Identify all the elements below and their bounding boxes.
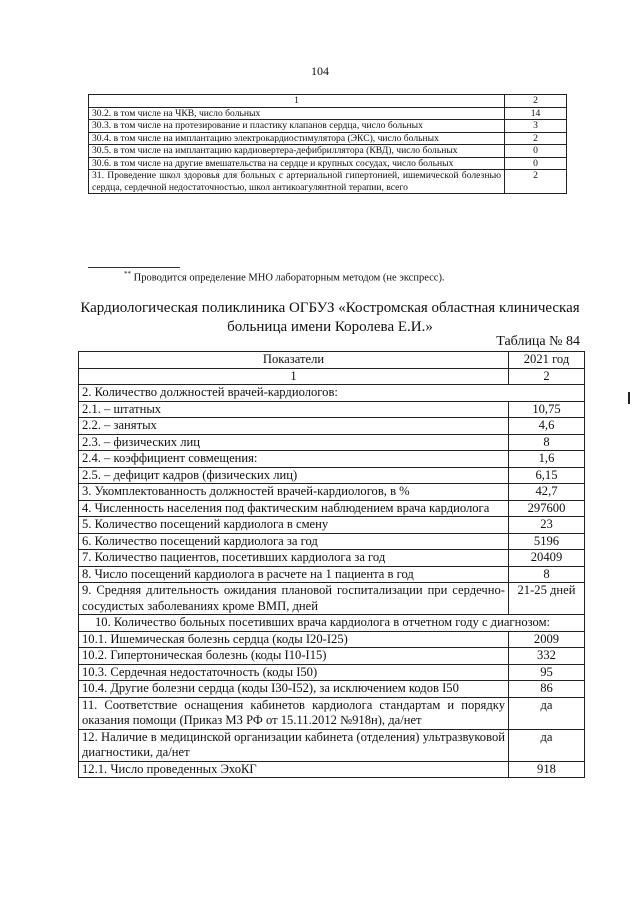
row-label: 12.1. Число проведенных ЭхоКГ bbox=[79, 761, 509, 778]
row-value: да bbox=[509, 697, 585, 729]
table-row bbox=[79, 500, 585, 517]
table-row bbox=[79, 761, 585, 778]
row-value: 1,6 bbox=[509, 451, 585, 468]
row-label: 5. Количество посещений кардиолога в смену bbox=[79, 517, 509, 534]
row-label: 12. Наличие в медицинской организации кабинета (отделения) ультразвуковой диагностики, да/нет bbox=[79, 729, 509, 761]
row-value: 6,15 bbox=[509, 467, 585, 484]
row-label: 2.3. – физических лиц bbox=[79, 434, 509, 451]
row-label: 30.5. в том числе на имплантацию кардиовертера-дефибриллятора (КВД), число больных bbox=[89, 145, 505, 158]
row-label: 3. Укомплектованность должностей врачей-кардиологов, в % bbox=[79, 484, 509, 501]
row-label: 30.2. в том числе на ЧКВ, число больных bbox=[89, 107, 505, 120]
row-value: 21-25 дней bbox=[509, 583, 585, 615]
row-label: 30.6. в том числе на другие вмешательства на сердце и крупных сосудах, число больных bbox=[89, 157, 505, 170]
row-label: 2.1. – штатных bbox=[79, 401, 509, 418]
row-label: 9. Средняя длительность ожидания плановой госпитализации при сердечно-сосудистых заболеваниях кроме ВМП, дней bbox=[79, 583, 509, 615]
section-title: Кардиологическая поликлиника ОГБУЗ «Костромская областная клиническая больница имени Королева Е.И.» bbox=[80, 300, 580, 335]
table-row bbox=[79, 451, 585, 468]
row-label: 10.2. Гипертоническая болезнь (коды I10-I15) bbox=[79, 648, 509, 665]
row-label: 10.3. Сердечная недостаточность (коды I50) bbox=[79, 664, 509, 681]
col-number: 1 bbox=[79, 368, 509, 385]
row-label: 11. Соответствие оснащения кабинетов кардиолога стандартам и порядку оказания помощи (Приказ МЗ РФ от 15.11.2012 №918н), да/нет bbox=[79, 697, 509, 729]
row-value: 14 bbox=[505, 107, 567, 120]
table-row bbox=[79, 517, 585, 534]
table-row bbox=[79, 729, 585, 761]
span-row-label: 10. Количество больных посетивших врача кардиолога в отчетном году с диагнозом: bbox=[79, 615, 585, 632]
table-row bbox=[79, 664, 585, 681]
row-value: 0 bbox=[505, 145, 567, 158]
scan-edge-mark bbox=[628, 392, 630, 404]
row-value: 918 bbox=[509, 761, 585, 778]
row-value: да bbox=[509, 729, 585, 761]
table-row bbox=[79, 697, 585, 729]
col-header: 2 bbox=[505, 95, 567, 108]
table-row bbox=[89, 107, 567, 120]
table-row bbox=[79, 533, 585, 550]
row-label: 30.4. в том числе на имплантацию электрокардиостимулятора (ЭКС), число больных bbox=[89, 132, 505, 145]
row-value: 2009 bbox=[509, 631, 585, 648]
table-row bbox=[89, 132, 567, 145]
row-value: 5196 bbox=[509, 533, 585, 550]
indicators-group-b bbox=[79, 631, 585, 778]
section-row-label: 2. Количество должностей врачей-кардиологов: bbox=[79, 385, 585, 402]
span-row bbox=[79, 615, 585, 632]
footnote-divider bbox=[88, 267, 180, 268]
indicators-group-a bbox=[79, 401, 585, 615]
col-header: 1 bbox=[89, 95, 505, 108]
row-label: 2.5. – дефицит кадров (физических лиц) bbox=[79, 467, 509, 484]
row-label: 30.3. в том числе на протезирование и пластику клапанов сердца, число больных bbox=[89, 120, 505, 133]
continued-table bbox=[88, 94, 567, 194]
row-value: 297600 bbox=[509, 500, 585, 517]
row-value: 4,6 bbox=[509, 418, 585, 435]
indicators-table bbox=[78, 351, 585, 778]
row-value: 10,75 bbox=[509, 401, 585, 418]
continued-table-body bbox=[89, 107, 567, 194]
row-value: 23 bbox=[509, 517, 585, 534]
footnote-marker: ** bbox=[124, 270, 131, 278]
table-row bbox=[89, 157, 567, 170]
row-label: 8. Число посещений кардиолога в расчете на 1 пациента в год bbox=[79, 566, 509, 583]
row-value: 20409 bbox=[509, 550, 585, 567]
table-row bbox=[79, 550, 585, 567]
col-header-indicators: Показатели bbox=[79, 352, 509, 369]
table-row bbox=[79, 434, 585, 451]
row-value: 95 bbox=[509, 664, 585, 681]
table-row bbox=[79, 631, 585, 648]
table-row bbox=[79, 418, 585, 435]
table-row bbox=[79, 648, 585, 665]
row-value: 2 bbox=[505, 170, 567, 194]
table-row bbox=[89, 120, 567, 133]
row-label: 10.4. Другие болезни сердца (коды I30-I52), за исключением кодов I50 bbox=[79, 681, 509, 698]
table-header-row bbox=[89, 95, 567, 108]
row-value: 2 bbox=[505, 132, 567, 145]
col-number: 2 bbox=[509, 368, 585, 385]
row-label: 7. Количество пациентов, посетивших кардиолога за год bbox=[79, 550, 509, 567]
page-number: 104 bbox=[311, 64, 329, 78]
row-value: 8 bbox=[509, 566, 585, 583]
table-number: Таблица № 84 bbox=[496, 334, 580, 349]
table-row bbox=[89, 145, 567, 158]
row-value: 42,7 bbox=[509, 484, 585, 501]
col-header-year: 2021 год bbox=[509, 352, 585, 369]
table-row bbox=[89, 170, 567, 194]
table-row bbox=[79, 681, 585, 698]
table-row bbox=[79, 467, 585, 484]
row-label: 10.1. Ишемическая болезнь сердца (коды I20-I25) bbox=[79, 631, 509, 648]
row-value: 332 bbox=[509, 648, 585, 665]
row-label: 6. Количество посещений кардиолога за год bbox=[79, 533, 509, 550]
section-row bbox=[79, 385, 585, 402]
row-label: 31. Проведение школ здоровья для больных с артериальной гипертонией, ишемической болезнью сердца, сердечной недостаточностью, школ антикоагулянтной терапии, всего bbox=[89, 170, 505, 194]
column-number-row bbox=[79, 368, 585, 385]
row-value: 8 bbox=[509, 434, 585, 451]
footnote-text: Проводится определение МНО лабораторным методом (не экспресс). bbox=[133, 272, 445, 284]
row-label: 2.4. – коэффициент совмещения: bbox=[79, 451, 509, 468]
row-value: 0 bbox=[505, 157, 567, 170]
row-label: 2.2. – занятых bbox=[79, 418, 509, 435]
table-header-row bbox=[79, 352, 585, 369]
row-value: 86 bbox=[509, 681, 585, 698]
table-row bbox=[79, 401, 585, 418]
row-label: 4. Численность населения под фактическим наблюдением врача кардиолога bbox=[79, 500, 509, 517]
table-row bbox=[79, 484, 585, 501]
table-row bbox=[79, 566, 585, 583]
row-value: 3 bbox=[505, 120, 567, 133]
table-row bbox=[79, 583, 585, 615]
footnote bbox=[124, 270, 445, 284]
